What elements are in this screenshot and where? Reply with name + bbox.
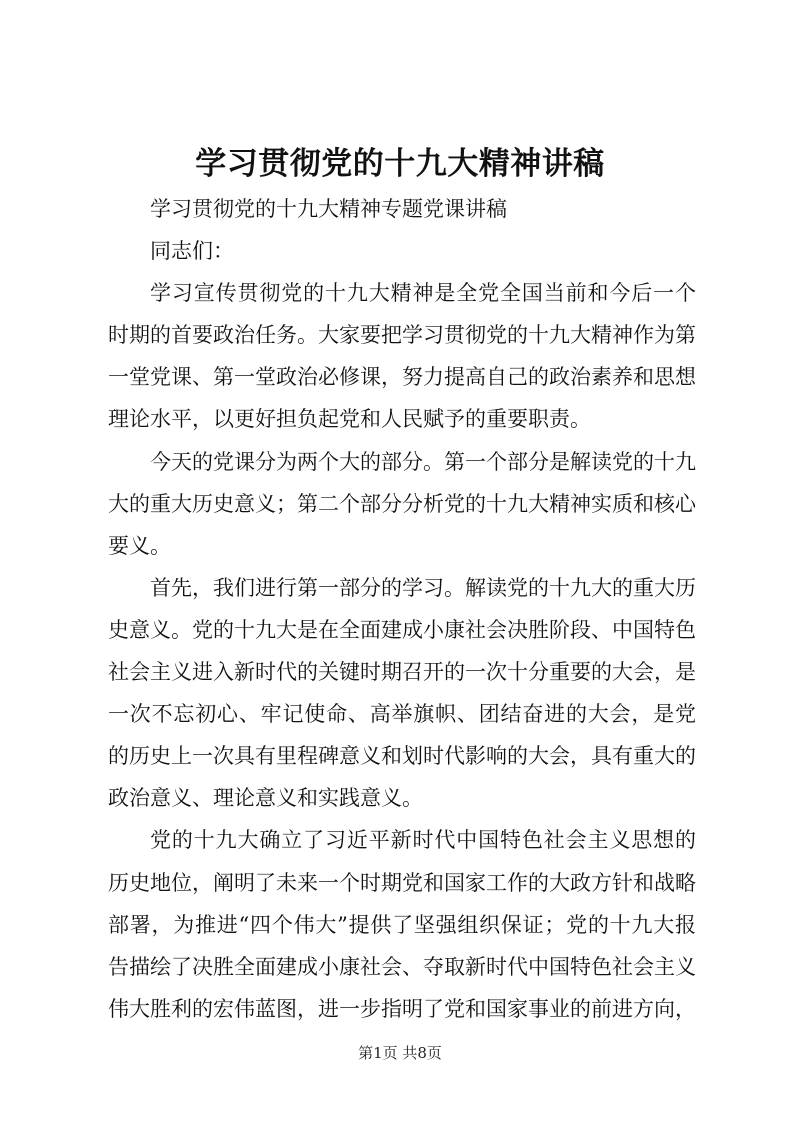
paragraph-line: 的历史上一次具有里程碑意义和划时代影响的大会，具有重大的 (108, 744, 696, 769)
paragraph-line: 告描绘了决胜全面建成小康社会、夺取新时代中国特色社会主义 (108, 954, 696, 979)
paragraph-line: 学习宣传贯彻党的十九大精神是全党全国当前和今后一个 (150, 281, 696, 306)
paragraph-line: 要义。 (108, 533, 171, 558)
paragraph-line: 今天的党课分为两个大的部分。第一个部分是解读党的十九 (150, 449, 696, 474)
paragraph-line: 伟大胜利的宏伟蓝图，进一步指明了党和国家事业的前进方向， (108, 996, 696, 1021)
paragraph-line: 部署，为推进“四个伟大”提供了坚强组织保证；党的十九大报 (108, 912, 696, 937)
paragraph-line: 时期的首要政治任务。大家要把学习贯彻党的十九大精神作为第 (108, 323, 696, 348)
document-title: 学习贯彻党的十九大精神讲稿 (195, 146, 605, 182)
salutation-line: 同志们： (150, 239, 234, 264)
paragraph-line: 历史地位，阐明了未来一个时期党和国家工作的大政方针和战略 (108, 870, 696, 895)
page-footer: 第1页 共8页 (358, 1044, 442, 1062)
paragraph-line: 社会主义进入新时代的关键时期召开的一次十分重要的大会，是 (108, 660, 696, 685)
paragraph-line: 首先，我们进行第一部分的学习。解读党的十九大的重大历 (150, 575, 696, 600)
paragraph-line: 理论水平，以更好担负起党和人民赋予的重要职责。 (108, 407, 591, 432)
paragraph-line: 史意义。党的十九大是在全面建成小康社会决胜阶段、中国特色 (108, 617, 696, 642)
paragraph-line: 政治意义、理论意义和实践意义。 (108, 786, 423, 811)
paragraph-line: 党的十九大确立了习近平新时代中国特色社会主义思想的 (150, 828, 696, 853)
paragraph-line: 一堂党课、第一堂政治必修课，努力提高自己的政治素养和思想 (108, 365, 696, 390)
paragraph-line: 大的重大历史意义；第二个部分分析党的十九大精神实质和核心 (108, 491, 696, 516)
paragraph-line: 一次不忘初心、牢记使命、高举旗帜、团结奋进的大会，是党 (108, 702, 696, 727)
document-body (108, 188, 696, 1030)
subtitle-line: 学习贯彻党的十九大精神专题党课讲稿 (150, 197, 507, 221)
